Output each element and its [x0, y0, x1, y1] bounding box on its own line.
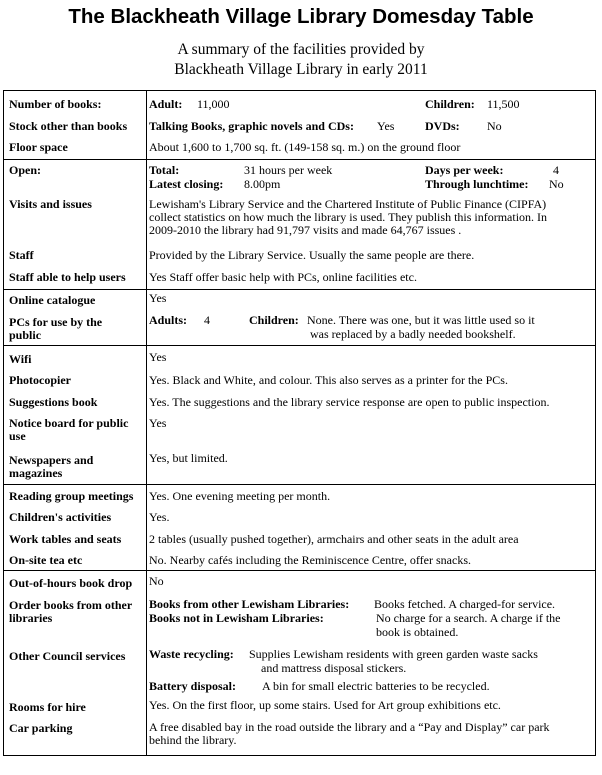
row-label-children-activities: Children's activities [9, 510, 112, 524]
subtitle-line-2: Blackheath Village Library in early 2011 [174, 61, 428, 78]
row-label-reading: Reading group meetings [9, 489, 134, 503]
row-value-parking [149, 721, 593, 747]
row-value-floor: About 1,600 to 1,700 sq. ft. (149-158 sq. m.) on the ground floor [149, 140, 461, 154]
row-label-work-tables: Work tables and seats [9, 532, 122, 546]
pcs-children-line-2: was replaced by a badly needed bookshelf. [310, 327, 516, 341]
row-label-pcs [9, 316, 143, 342]
children-books-label: Children: [425, 97, 475, 111]
row-value-stock [149, 120, 593, 134]
children-books-value: 11,500 [487, 97, 520, 111]
row-label-stock: Stock other than books [9, 119, 128, 133]
section-divider [4, 570, 595, 571]
domesday-table [3, 90, 596, 756]
adult-books-value: 11,000 [197, 97, 230, 111]
talking-books-label: Talking Books, graphic novels and CDs: [149, 119, 354, 133]
section-divider [4, 159, 595, 160]
parking-line-1: A free disabled bay in the road outside the library and a “Pay and Display” car park [149, 720, 550, 734]
row-label-catalogue: Online catalogue [9, 293, 96, 307]
waste-recycling-line-2: and mattress disposal stickers. [261, 661, 407, 675]
row-value-order-books [149, 598, 593, 640]
visits-line-1: Lewisham's Library Service and the Chartered Institute of Public Finance (CIPFA) [149, 197, 547, 211]
row-label-visits: Visits and issues [9, 197, 92, 211]
adult-books-label: Adult: [149, 97, 183, 111]
section-divider [4, 484, 595, 485]
row-label-wifi: Wifi [9, 352, 32, 366]
row-label-floor: Floor space [9, 140, 68, 154]
days-per-week-label: Days per week: [425, 163, 504, 177]
row-label-order-books [9, 599, 143, 625]
row-value-visits [149, 198, 593, 237]
pcs-adults-label: Adults: [149, 313, 188, 327]
row-label-staff-help: Staff able to help users [9, 270, 126, 284]
row-value-photocopier: Yes. Black and White, and colour. This also serves as a printer for the PCs. [149, 373, 508, 387]
total-hours-value: 31 hours per week [244, 163, 333, 177]
row-value-children-activities: Yes. [149, 510, 170, 524]
row-value-staff: Provided by the Library Service. Usually the same people are there. [149, 248, 475, 262]
visits-line-2: collect statistics on how much the library is used. They publish this information. In [149, 210, 548, 224]
page-subtitle [0, 40, 602, 80]
newspapers-label-line-1: Newspapers and [9, 453, 94, 467]
row-value-open [149, 164, 593, 192]
row-label-newspapers [9, 454, 143, 480]
order-label-line-1: Order books from other [9, 598, 133, 612]
waste-recycling-line-1: Supplies Lewisham residents with green garden waste sacks [249, 647, 538, 661]
row-value-staff-help: Yes Staff offer basic help with PCs, online facilities etc. [149, 270, 417, 284]
order-notin-line-1: No charge for a search. A charge if the [376, 611, 561, 625]
pcs-adults-value: 4 [204, 313, 210, 327]
row-label-parking: Car parking [9, 721, 73, 735]
row-value-books [149, 98, 593, 112]
order-notin-label: Books not in Lewisham Libraries: [149, 611, 324, 625]
order-label-line-2: libraries [9, 611, 53, 625]
pcs-children-label: Children: [249, 313, 299, 327]
section-divider [4, 345, 595, 346]
row-value-newspapers: Yes, but limited. [149, 451, 228, 465]
lunchtime-label: Through lunchtime: [425, 177, 529, 191]
row-label-rooms: Rooms for hire [9, 700, 86, 714]
row-value-council [149, 648, 593, 704]
pcs-label-line-2: public [9, 328, 42, 342]
visits-line-3: 2009-2010 the library had 91,797 visits and made 64,767 issues . [149, 223, 462, 237]
row-value-catalogue: Yes [149, 291, 167, 305]
row-label-suggestions: Suggestions book [9, 395, 98, 409]
notice-label-line-1: Notice board for public [9, 416, 129, 430]
notice-label-line-2: use [9, 429, 26, 443]
order-other-label: Books from other Lewisham Libraries: [149, 597, 350, 611]
order-notin-line-2: book is obtained. [376, 625, 459, 639]
row-value-work-tables: 2 tables (usually pushed together), armchairs and other seats in the adult area [149, 532, 519, 546]
talking-books-value: Yes [377, 119, 395, 133]
order-other-value: Books fetched. A charged-for service. [374, 597, 556, 611]
parking-line-2: behind the library. [149, 733, 237, 747]
subtitle-line-1: A summary of the facilities provided by [177, 41, 425, 58]
row-value-rooms: Yes. On the first floor, up some stairs. Used for Art group exhibitions etc. [149, 698, 501, 712]
latest-closing-value: 8.00pm [244, 177, 281, 191]
dvd-value: No [487, 119, 502, 133]
pcs-children-line-1: None. There was one, but it was little used so it [307, 313, 535, 327]
row-label-tea: On-site tea etc [9, 553, 83, 567]
section-divider [4, 289, 595, 290]
row-value-reading: Yes. One evening meeting per month. [149, 489, 331, 503]
days-per-week-value: 4 [553, 163, 559, 177]
row-label-staff: Staff [9, 248, 34, 262]
row-label-books: Number of books: [9, 97, 102, 111]
waste-recycling-label: Waste recycling: [149, 647, 234, 661]
lunchtime-value: No [549, 177, 564, 191]
row-value-wifi: Yes [149, 350, 167, 364]
row-value-notice: Yes [149, 416, 167, 430]
dvd-label: DVDs: [425, 119, 460, 133]
row-value-suggestions: Yes. The suggestions and the library service response are open to public inspection. [149, 395, 550, 409]
row-label-photocopier: Photocopier [9, 373, 71, 387]
battery-disposal-label: Battery disposal: [149, 679, 236, 693]
latest-closing-label: Latest closing: [149, 177, 224, 191]
newspapers-label-line-2: magazines [9, 466, 63, 480]
page-title: The Blackheath Village Library Domesday Table [68, 5, 534, 28]
row-label-book-drop: Out-of-hours book drop [9, 576, 133, 590]
row-label-open: Open: [9, 163, 42, 177]
row-label-notice [9, 417, 143, 443]
row-value-book-drop: No [149, 574, 164, 588]
total-hours-label: Total: [149, 163, 180, 177]
column-divider [146, 91, 147, 755]
pcs-label-line-1: PCs for use by the [9, 315, 103, 329]
row-label-council: Other Council services [9, 649, 126, 663]
row-value-pcs [149, 314, 593, 342]
row-value-tea: No. Nearby cafés including the Reminiscence Centre, offer snacks. [149, 553, 471, 567]
battery-disposal-value: A bin for small electric batteries to be recycled. [262, 679, 490, 693]
